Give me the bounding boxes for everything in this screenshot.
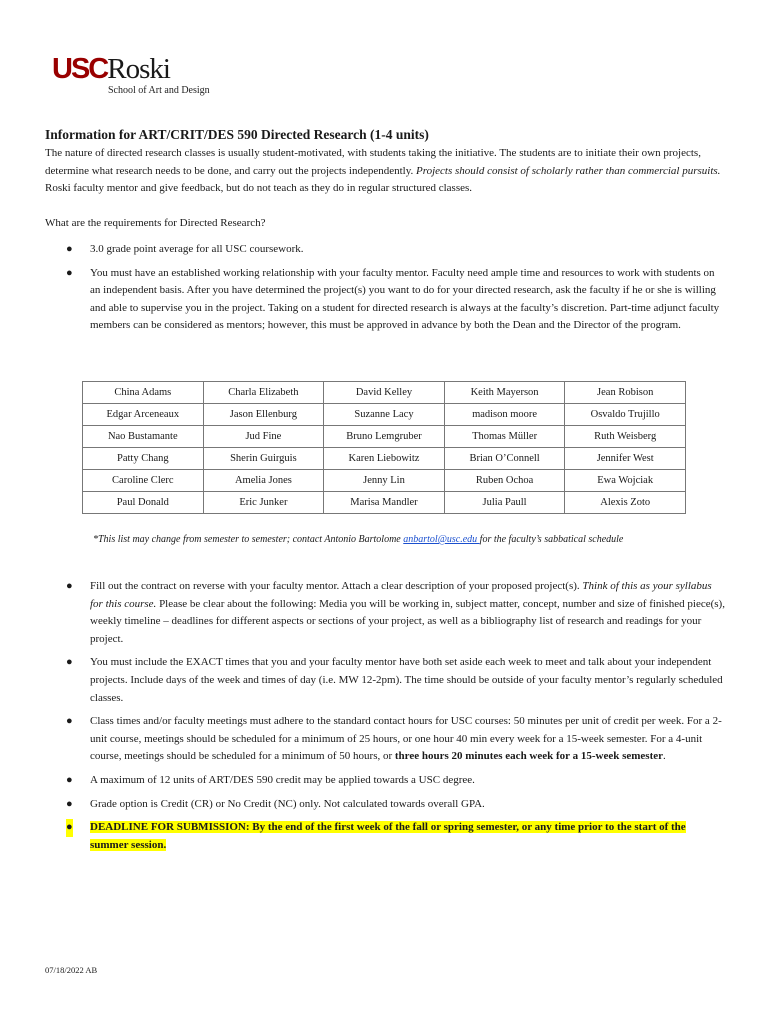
faculty-table	[82, 381, 686, 514]
faculty-name-cell: Osvaldo Trujillo	[565, 404, 686, 426]
faculty-name-cell: Nao Bustamante	[83, 426, 204, 448]
faculty-name-cell: Charla Elizabeth	[203, 382, 324, 404]
table-row	[83, 426, 686, 448]
faculty-name-cell: Jason Ellenburg	[203, 404, 324, 426]
usc-roski-logo	[52, 53, 210, 96]
logo-wordmark: USCRoski	[52, 53, 170, 85]
faculty-name-cell: Bruno Lemgruber	[324, 426, 445, 448]
faculty-name-cell: Edgar Arceneaux	[83, 404, 204, 426]
deadline-highlight: DEADLINE FOR SUBMISSION: By the end of the first week of the fall or spring semester, or any time prior to the start of the summer session.	[90, 821, 686, 851]
list-item: ● 3.0 grade point average for all USC coursework.	[66, 243, 304, 255]
faculty-name-cell: Eric Junker	[203, 492, 324, 514]
instructions-list	[0, 578, 770, 854]
logo-subtitle: School of Art and Design	[108, 85, 210, 96]
faculty-name-cell: Caroline Clerc	[83, 470, 204, 492]
list-item: ● DEADLINE FOR SUBMISSION: By the end of the first week of the fall or spring semester, or any time prior to the start of the summer session.	[66, 821, 686, 851]
faculty-name-cell: Jean Robison	[565, 382, 686, 404]
faculty-name-cell: Ruth Weisberg	[565, 426, 686, 448]
faculty-name-cell: Sherin Guirguis	[203, 448, 324, 470]
list-item: ● A maximum of 12 units of ART/DES 590 credit may be applied towards a USC degree.	[66, 773, 475, 786]
faculty-name-cell: China Adams	[83, 382, 204, 404]
faculty-name-cell: Jenny Lin	[324, 470, 445, 492]
list-item: ● You must include the EXACT times that you and your faculty mentor have both set aside each week to meet and talk about your independent projects. Include days of the week and times of day (i.e. MW 12-2pm). The time should be outside of your faculty mentor’s regularly scheduled classes.	[66, 656, 723, 704]
table-row	[83, 470, 686, 492]
faculty-name-cell: Jennifer West	[565, 448, 686, 470]
faculty-name-cell: Ruben Ochoa	[444, 470, 565, 492]
list-item: ● You must have an established working relationship with your faculty mentor. Faculty need ample time and resources to work with students on an independent basis. After you have determined the project(s) you want to do for your directed research, ask the faculty if he or she is willing and able to supervise you in the project. Taking on a student for directed research is always at the faculty’s discretion. Part-time adjunct faculty members can be considered as mentors; however, this must be approved in advance by both the Dean and the Director of the program.	[66, 266, 720, 332]
faculty-name-cell: Amelia Jones	[203, 470, 324, 492]
faculty-list-note: *This list may change from semester to semester; contact Antonio Bartolome anbartol@usc.edu for the faculty’s sabbatical schedule	[93, 534, 624, 545]
table-row	[83, 492, 686, 514]
list-item: ● Grade option is Credit (CR) or No Credit (NC) only. Not calculated towards overall GPA.	[66, 797, 485, 810]
page-title: Information for ART/CRIT/DES 590 Directed Research (1-4 units)	[45, 127, 429, 142]
list-item: ● Fill out the contract on reverse with your faculty mentor. Attach a clear description of your proposed project(s). Think of this as your syllabus for this course. Please be clear about the following: Media you will be working in, subject matter, concept, number and size of finished piece(s), weekly timeline – deadlines for different aspects or sections of your project, as well as a bibliography list of research and readings for your project.	[66, 580, 725, 645]
contact-email-link[interactable]: anbartol@usc.edu	[403, 534, 480, 545]
faculty-name-cell: madison moore	[444, 404, 565, 426]
faculty-name-cell: Jud Fine	[203, 426, 324, 448]
faculty-name-cell: Paul Donald	[83, 492, 204, 514]
requirements-list	[0, 241, 770, 335]
faculty-name-cell: Ewa Wojciak	[565, 470, 686, 492]
faculty-name-cell: David Kelley	[324, 382, 445, 404]
list-item: ● Class times and/or faculty meetings must adhere to the standard contact hours for USC courses: 50 minutes per unit of credit per week. For a 2-unit course, meetings should be scheduled for a minimum of 25 hours, or one hour 40 min every week for a 15-week semester. For a 4-unit course, meetings should be scheduled for a minimum of 50 hours, or three hours 20 minutes each week for a 15-week semester.	[66, 715, 722, 763]
faculty-name-cell: Marisa Mandler	[324, 492, 445, 514]
faculty-name-cell: Karen Liebowitz	[324, 448, 445, 470]
faculty-name-cell: Alexis Zoto	[565, 492, 686, 514]
intro-paragraph: The nature of directed research classes is usually student-motivated, with students taking the initiative. The students are to initiate their own projects, determine what research needs to be done, and carry out the projects independently. Projects should consist of scholarly rather than commercial pursuits. Roski faculty mentor and give feedback, but do not teach as they do in regular structured classes.	[45, 147, 721, 195]
faculty-name-cell: Keith Mayerson	[444, 382, 565, 404]
faculty-name-cell: Brian O’Connell	[444, 448, 565, 470]
table-row	[83, 404, 686, 426]
table-row	[83, 448, 686, 470]
table-row	[83, 382, 686, 404]
requirements-question: What are the requirements for Directed Research?	[45, 217, 266, 229]
footer-date: 07/18/2022 AB	[45, 965, 98, 975]
faculty-name-cell: Suzanne Lacy	[324, 404, 445, 426]
faculty-name-cell: Julia Paull	[444, 492, 565, 514]
faculty-name-cell: Patty Chang	[83, 448, 204, 470]
faculty-name-cell: Thomas Müller	[444, 426, 565, 448]
